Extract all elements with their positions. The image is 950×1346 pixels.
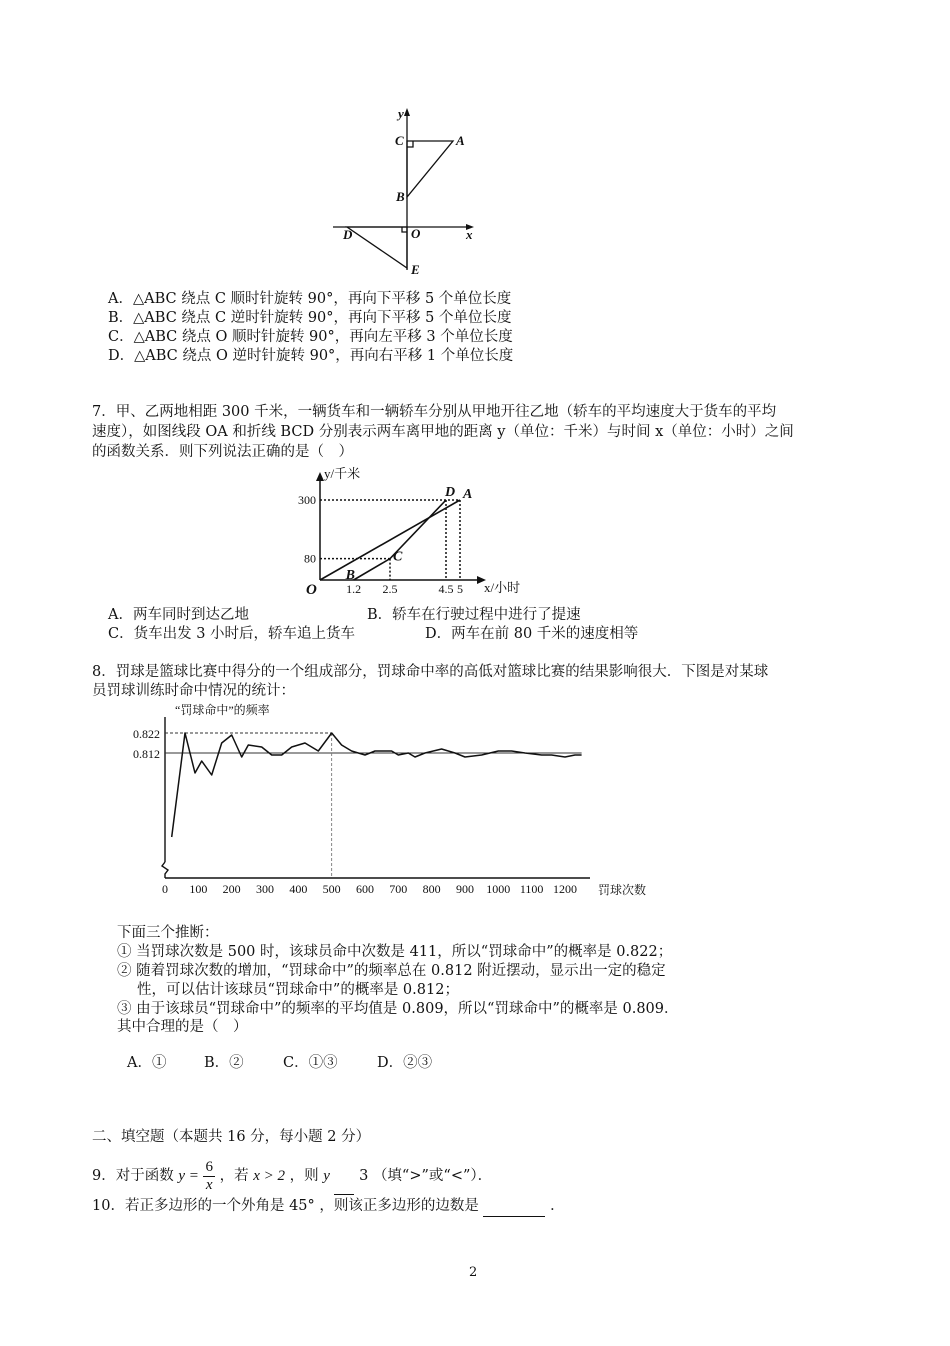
q7-x-axis-label: x/小时	[484, 580, 521, 595]
q8-chart	[120, 702, 680, 902]
q7-x-tick: 5	[457, 582, 463, 596]
q6-option-c: C．△ABC 绕点 O 顺时针旋转 90°，再向左平移 3 个单位长度	[108, 329, 513, 345]
q6-label-a: A	[456, 133, 465, 148]
q9-y-eq: y =	[178, 1168, 199, 1184]
q8-x-tick: 0	[162, 882, 168, 896]
q6-y-arrow	[404, 108, 410, 116]
q9-three: 3	[359, 1168, 369, 1184]
q9	[92, 1158, 492, 1195]
q6-label-x: x	[466, 227, 473, 242]
q8-x-tick: 1000	[486, 882, 511, 896]
q10-pre: 10．若正多边形的一个外角是	[92, 1198, 285, 1214]
q8-y-tick: 0.812	[133, 747, 160, 761]
q9-pre: 9．对于函数	[92, 1168, 174, 1184]
q7-stem-line3: 的函数关系．则下列说法正确的是（ ）	[92, 444, 353, 460]
q7-option-d: D．两车在前 80 千米的速度相等	[425, 626, 639, 642]
q8-x-tick: 800	[422, 882, 441, 896]
q10-end: ．	[550, 1198, 565, 1214]
q9-numerator: 6	[205, 1158, 213, 1175]
q9-tail: （填“>”或“<”）．	[372, 1168, 493, 1184]
q8-option-c: C．①③	[283, 1055, 338, 1071]
q9-denominator: x	[205, 1176, 213, 1193]
q8-statement-2b: 性，可以估计该球员“罚球命中”的概率是 0.812；	[137, 982, 459, 998]
q6-right-angle-o	[402, 227, 407, 232]
q10-answer-blank[interactable]	[483, 1197, 545, 1217]
q8-x-tick: 1100	[519, 882, 544, 896]
q8-x-tick: 100	[189, 882, 208, 896]
page-number: 2	[469, 1265, 478, 1280]
q6-option-d: D．△ABC 绕点 O 逆时针旋转 90°，再向右平移 1 个单位长度	[108, 348, 514, 364]
q8-x-tick: 500	[322, 882, 341, 896]
q6-option-a: A．△ABC 绕点 C 顺时针旋转 90°，再向下平移 5 个单位长度	[108, 291, 512, 307]
q8-x-axis-label: 罚球次数	[598, 883, 647, 897]
q7-y-arrow	[316, 472, 324, 481]
q8-option-b: B．②	[204, 1055, 244, 1071]
q8-y-tick: 0.822	[133, 727, 160, 741]
q7-x-tick: 1.2	[346, 582, 362, 596]
q8-x-tick: 700	[389, 882, 408, 896]
q7-y-tick: 300	[298, 492, 316, 507]
q8-x-tick: 900	[455, 882, 474, 896]
q7-stem-line1: 7．甲、乙两地相距 300 千米，一辆货车和一辆轿车分别从甲地开往乙地（轿车的平均速度大于货车的平均	[92, 404, 777, 420]
q8-statement-3: ③ 由于该球员“罚球命中”的频率的平均值是 0.809，所以“罚球命中”的概率是 0.809．	[117, 1001, 679, 1017]
q10-post: ，则该正多边形的边数是	[319, 1198, 479, 1214]
q7-point-label-a: A	[463, 486, 473, 502]
q9-fraction	[203, 1159, 215, 1194]
q7-x-tick: 4.5	[438, 582, 454, 596]
q7-chart	[280, 465, 560, 605]
section-2-heading: 二、填空题（本题共 16 分，每小题 2 分）	[92, 1129, 371, 1145]
q7-stem-line2: 速度），如图线段 OA 和折线 BCD 分别表示两车离甲地的距离 y（单位：千米）与时间 x（单位：小时）之间	[92, 424, 794, 440]
q7-option-a: A．两车同时到达乙地	[108, 607, 249, 623]
q8-statement-1: ① 当罚球次数是 500 时，该球员命中次数是 411，所以“罚球命中”的概率是 0.822；	[117, 944, 673, 960]
q8-option-a: A．①	[127, 1055, 167, 1071]
q6-label-c: C	[395, 133, 404, 148]
q7-y-axis-label: y/千米	[324, 466, 361, 481]
q8-x-tick: 200	[222, 882, 241, 896]
q9-condition: x > 2	[253, 1168, 285, 1184]
q8-x-tick: 600	[355, 882, 374, 896]
q10-angle: 45°	[289, 1198, 315, 1214]
q6-label-d: D	[343, 227, 353, 242]
q8-x-tick: 400	[289, 882, 308, 896]
q8-x-tick: 1200	[552, 882, 577, 896]
q8-stem-line2: 员罚球训练时命中情况的统计：	[92, 683, 295, 699]
q9-mid: ，若	[219, 1168, 249, 1184]
q7-origin-label: O	[306, 582, 317, 598]
q8-series-frequency	[172, 733, 582, 837]
q6-triangle-doe	[347, 227, 407, 268]
q7-point-label-d: D	[445, 484, 456, 500]
q8-x-tick: 300	[255, 882, 274, 896]
q6-triangle-abc	[407, 141, 453, 197]
q7-point-label-b: B	[345, 568, 355, 583]
q6-label-e: E	[411, 262, 420, 277]
q6-right-angle-c	[407, 141, 413, 147]
q8-intro: 下面三个推断：	[117, 925, 219, 941]
q9-answer-blank[interactable]	[334, 1158, 354, 1195]
q7-series-bcd	[354, 500, 446, 580]
q6-label-b: B	[396, 189, 405, 204]
q8-ask: 其中合理的是（ ）	[117, 1019, 248, 1035]
q7-point-label-c: C	[393, 549, 403, 565]
q9-y: y	[323, 1168, 330, 1184]
q6-label-o: O	[411, 226, 421, 241]
q10	[92, 1197, 565, 1217]
q8-option-d: D．②③	[377, 1055, 433, 1071]
q6-label-y: y	[398, 106, 404, 121]
q6-option-b: B．△ABC 绕点 C 逆时针旋转 90°，再向下平移 5 个单位长度	[108, 310, 512, 326]
q8-axis-break	[162, 862, 168, 878]
q7-option-c: C．货车出发 3 小时后，轿车追上货车	[108, 626, 356, 642]
q9-then: ，则	[289, 1168, 319, 1184]
q7-option-b: B．轿车在行驶过程中进行了提速	[367, 607, 581, 623]
q8-statement-2a: ② 随着罚球次数的增加，“罚球命中”的频率总在 0.812 附近摆动，显示出一定的稳定	[117, 963, 666, 979]
q7-x-tick: 2.5	[382, 582, 398, 596]
q7-y-tick: 80	[304, 551, 316, 566]
q8-stem-line1: 8．罚球是篮球比赛中得分的一个组成部分，罚球命中率的高低对篮球比赛的结果影响很大．下图是对某球	[92, 664, 769, 680]
q6-figure	[325, 100, 485, 280]
q8-y-axis-label: “罚球命中”的频率	[175, 703, 270, 717]
